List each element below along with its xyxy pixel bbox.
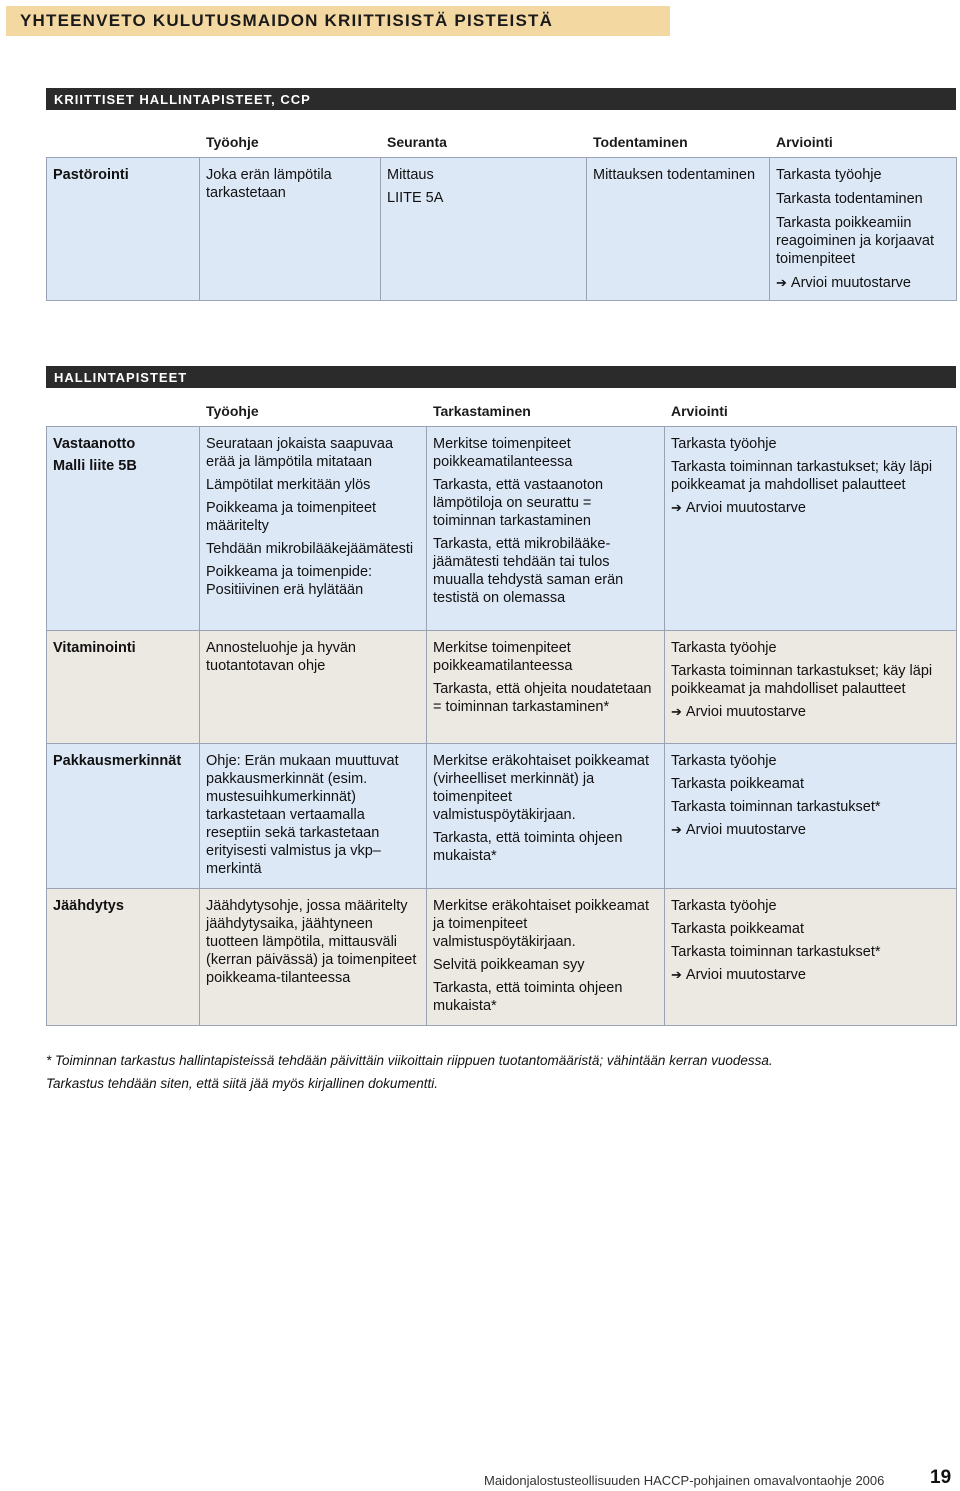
ccp-col-seuranta: Seuranta xyxy=(387,134,447,150)
right-arrow-icon: ➔ xyxy=(671,500,682,515)
ccp-row-name: Pastörointi xyxy=(47,158,200,301)
page-title: YHTEENVETO KULUTUSMAIDON KRIITTISISTÄ PISTEISTÄ xyxy=(20,11,554,30)
arviointi-cell: Tarkasta työohje Tarkasta toiminnan tarkastukset; käy läpi poikkeamat ja mahdolliset palautteet ➔ Arvioi muutostarve xyxy=(665,631,957,744)
ccp-table xyxy=(46,157,957,301)
ccp-col-arviointi: Arviointi xyxy=(776,134,833,150)
tarkastaminen-cell: Merkitse eräkohtaiset poikkeamat ja toimenpiteet valmistuspöytäkirjaan. Selvitä poikkeaman syy Tarkasta, että toiminta ohjeen mukaista* xyxy=(427,889,665,1026)
hallinta-section-header xyxy=(46,366,956,388)
hallinta-col-tyoohje: Työohje xyxy=(206,403,259,419)
ccp-col-todentaminen: Todentaminen xyxy=(593,134,688,150)
table-row xyxy=(47,158,957,301)
table-row xyxy=(47,889,957,1026)
hallinta-col-tarkastaminen: Tarkastaminen xyxy=(433,403,531,419)
page-number: 19 xyxy=(930,1467,952,1488)
ccp-tyoohje-cell: Joka erän lämpötila tarkastetaan xyxy=(200,158,381,301)
hallinta-col-arviointi: Arviointi xyxy=(671,403,728,419)
row-name-vastaanotto: Vastaanotto Malli liite 5B xyxy=(47,427,200,631)
arviointi-cell: Tarkasta työohje Tarkasta poikkeamat Tarkasta toiminnan tarkastukset* ➔ Arvioi muutostarve xyxy=(665,889,957,1026)
tyoohje-cell: Ohje: Erän mukaan muuttuvat pakkausmerkinnät (esim. mustesuihkumerkinnät) tarkastetaan vertaamalla reseptiin sekä tarkastetaan erityisesti valmistus ja vkp–merkintä xyxy=(200,744,427,889)
footnote xyxy=(46,1049,946,1095)
footnote-line-1: * Toiminnan tarkastus hallintapisteissä tehdään päivittäin viikoittain riippuen tuotantomääristä; vähintään kerran vuodessa. xyxy=(46,1053,773,1068)
right-arrow-icon: ➔ xyxy=(671,704,682,719)
table-row xyxy=(47,631,957,744)
tarkastaminen-cell: Merkitse eräkohtaiset poikkeamat (virheelliset merkinnät) ja toimenpiteet valmistuspöytäkirjaan. Tarkasta, että toiminta ohjeen mukaista* xyxy=(427,744,665,889)
row-name-jaahdytys: Jäähdytys xyxy=(47,889,200,1026)
ccp-col-tyoohje: Työohje xyxy=(206,134,259,150)
arviointi-cell: Tarkasta työohje Tarkasta poikkeamat Tarkasta toiminnan tarkastukset* ➔ Arvioi muutostarve xyxy=(665,744,957,889)
row-name-pakkausmerkinnat: Pakkausmerkinnät xyxy=(47,744,200,889)
tarkastaminen-cell: Merkitse toimenpiteet poikkeamatilanteessa Tarkasta, että vastaanoton lämpötiloja on seurattu = toiminnan tarkastaminen Tarkasta, että mikrobilääke-jäämätesti tehdään tai tulos muualla tehdystä saman erän testistä on olemassa xyxy=(427,427,665,631)
right-arrow-icon: ➔ xyxy=(671,967,682,982)
page-footer-text: Maidonjalostusteollisuuden HACCP-pohjainen omavalvontaohje 2006 xyxy=(484,1473,885,1488)
ccp-arviointi-cell: Tarkasta työohje Tarkasta todentaminen Tarkasta poikkeamiin reagoiminen ja korjaavat toimenpiteet ➔ Arvioi muutostarve xyxy=(770,158,957,301)
hallinta-heading: HALLINTAPISTEET xyxy=(54,370,188,385)
table-row xyxy=(47,744,957,889)
tyoohje-cell: Jäähdytysohje, jossa määritelty jäähdytysaika, jäähtyneen tuotteen lämpötila, mittausväli (kerran päivässä) ja toimenpiteet poikkeama-tilanteessa xyxy=(200,889,427,1026)
ccp-section-header xyxy=(46,88,956,110)
arviointi-cell: Tarkasta työohje Tarkasta toiminnan tarkastukset; käy läpi poikkeamat ja mahdolliset palautteet ➔ Arvioi muutostarve xyxy=(665,427,957,631)
tyoohje-cell: Seurataan jokaista saapuvaa erää ja lämpötila mitataan Lämpötilat merkitään ylös Poikkeama ja toimenpiteet määritelty Tehdään mikrobilääkejäämätesti Poikkeama ja toimenpide: Positiivinen erä hylätään xyxy=(200,427,427,631)
ccp-todentaminen-cell: Mittauksen todentaminen xyxy=(587,158,770,301)
tyoohje-cell: Annosteluohje ja hyvän tuotantotavan ohje xyxy=(200,631,427,744)
ccp-seuranta-cell: Mittaus LIITE 5A xyxy=(381,158,587,301)
title-bar xyxy=(6,6,670,36)
footnote-line-2: Tarkastus tehdään siten, että siitä jää myös kirjallinen dokumentti. xyxy=(46,1076,438,1091)
hallinta-table xyxy=(46,426,957,1026)
ccp-heading: KRIITTISET HALLINTAPISTEET, CCP xyxy=(54,92,311,107)
table-row xyxy=(47,427,957,631)
row-name-vitaminointi: Vitaminointi xyxy=(47,631,200,744)
right-arrow-icon: ➔ xyxy=(776,275,787,290)
tarkastaminen-cell: Merkitse toimenpiteet poikkeamatilanteessa Tarkasta, että ohjeita noudatetaan = toiminnan tarkastaminen* xyxy=(427,631,665,744)
right-arrow-icon: ➔ xyxy=(671,822,682,837)
